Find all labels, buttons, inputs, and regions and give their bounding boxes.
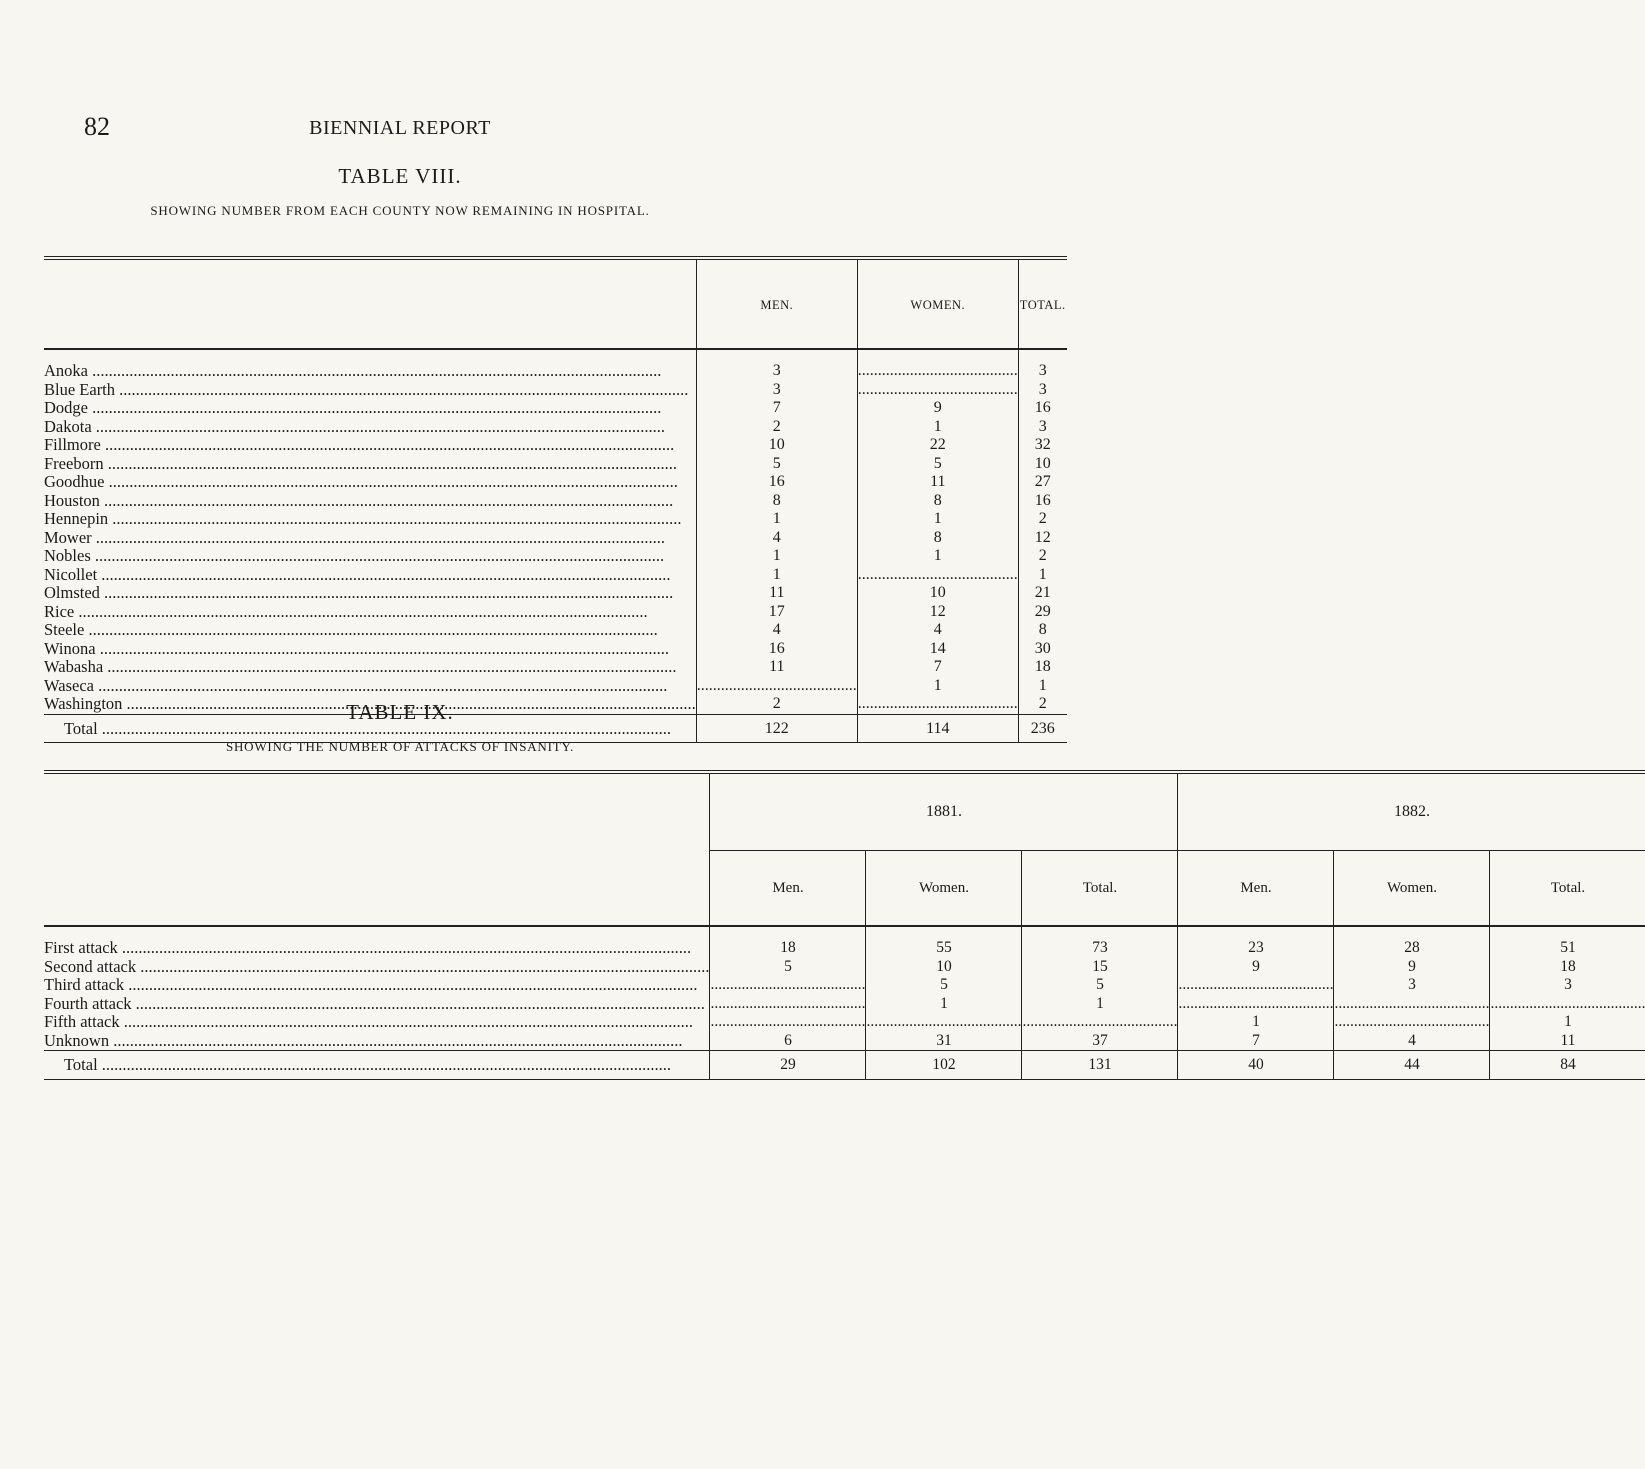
total-label: Total ..... — [64, 1056, 709, 1075]
cell-men — [696, 677, 857, 696]
table-row — [44, 529, 1067, 548]
cell-men: 2 — [696, 695, 857, 714]
cell-1881-total: 1 — [1022, 995, 1178, 1014]
cell-1882-women — [1334, 1013, 1490, 1032]
attack-label: Unknown ..... — [44, 1032, 709, 1051]
cell-1882-men — [1178, 995, 1334, 1014]
table-row — [44, 455, 1067, 474]
total-1882-women: 44 — [1334, 1051, 1490, 1080]
cell-total: 30 — [1018, 640, 1066, 659]
cell-total: 16 — [1018, 399, 1066, 418]
county-rows — [44, 349, 1067, 714]
total-label: Total ..... — [64, 720, 696, 739]
cell-women: 1 — [857, 418, 1018, 437]
cell-1881-women: 10 — [866, 958, 1022, 977]
col-men-header: MEN. — [696, 258, 857, 349]
total-1881-women: 102 — [866, 1051, 1022, 1080]
cell-1881-women: 55 — [866, 926, 1022, 958]
cell-total: 16 — [1018, 492, 1066, 511]
col-1881-total: Total. — [1022, 851, 1178, 927]
total-1881-total: 131 — [1022, 1051, 1178, 1080]
table-row — [44, 958, 1645, 977]
stub-header — [44, 258, 696, 349]
cell-total: 1 — [1018, 566, 1066, 585]
table-row — [44, 492, 1067, 511]
cell-total: 2 — [1018, 510, 1066, 529]
cell-total: 3 — [1018, 349, 1066, 381]
table-row — [44, 436, 1067, 455]
cell-1881-men — [710, 995, 866, 1014]
county-name: Fillmore ..... — [44, 436, 696, 455]
cell-men: 1 — [696, 510, 857, 529]
cell-1881-total: 5 — [1022, 976, 1178, 995]
table-row — [44, 640, 1067, 659]
total-1882-men: 40 — [1178, 1051, 1334, 1080]
col-1882-women: Women. — [1334, 851, 1490, 927]
cell-1882-total: 51 — [1490, 926, 1645, 958]
stub-header — [44, 772, 710, 926]
table-viii-title: TABLE VIII. — [338, 164, 462, 188]
cell-total: 2 — [1018, 547, 1066, 566]
cell-1881-women: 5 — [866, 976, 1022, 995]
attack-label: First attack ..... — [44, 939, 709, 958]
table-row — [44, 976, 1645, 995]
page-number: 82 — [84, 112, 110, 141]
cell-1882-men: 9 — [1178, 958, 1334, 977]
table-row — [44, 349, 1067, 381]
county-name: Rice ..... — [44, 603, 696, 622]
cell-women: 9 — [857, 399, 1018, 418]
cell-women: 10 — [857, 584, 1018, 603]
cell-1882-total — [1490, 995, 1645, 1014]
cell-1882-men: 23 — [1178, 926, 1334, 958]
cell-1881-women — [866, 1013, 1022, 1032]
cell-men: 5 — [696, 455, 857, 474]
cell-1882-total: 11 — [1490, 1032, 1645, 1051]
attack-label: Fifth attack ..... — [44, 1013, 709, 1032]
county-name: Nicollet ..... — [44, 566, 696, 585]
county-name: Blue Earth ..... — [44, 381, 696, 400]
county-name: Freeborn ..... — [44, 455, 696, 474]
cell-women: 14 — [857, 640, 1018, 659]
attack-label: Second attack ..... — [44, 958, 709, 977]
cell-women: 1 — [857, 510, 1018, 529]
cell-1881-total: 37 — [1022, 1032, 1178, 1051]
cell-1882-women: 4 — [1334, 1032, 1490, 1051]
cell-women: 4 — [857, 621, 1018, 640]
cell-men: 11 — [696, 658, 857, 677]
county-name: Houston ..... — [44, 492, 696, 511]
county-name: Hennepin ..... — [44, 510, 696, 529]
cell-1881-men: 18 — [710, 926, 866, 958]
attack-rows — [44, 926, 1645, 1051]
cell-1881-men — [710, 1013, 866, 1032]
year-1881-header: 1881. — [710, 772, 1178, 851]
cell-1881-total: 15 — [1022, 958, 1178, 977]
cell-women — [857, 566, 1018, 585]
cell-men: 3 — [696, 349, 857, 381]
cell-total: 12 — [1018, 529, 1066, 548]
county-name: Dakota ..... — [44, 418, 696, 437]
cell-1882-men: 1 — [1178, 1013, 1334, 1032]
cell-men: 1 — [696, 566, 857, 585]
cell-men: 2 — [696, 418, 857, 437]
table-viii-subtitle: SHOWING NUMBER FROM EACH COUNTY NOW REMAINING IN HOSPITAL. — [150, 203, 650, 218]
cell-total: 18 — [1018, 658, 1066, 677]
county-name: Waseca ..... — [44, 677, 696, 696]
cell-1881-total — [1022, 1013, 1178, 1032]
cell-total: 3 — [1018, 418, 1066, 437]
cell-men: 7 — [696, 399, 857, 418]
cell-total: 1 — [1018, 677, 1066, 696]
cell-total: 32 — [1018, 436, 1066, 455]
cell-women: 8 — [857, 492, 1018, 511]
table-row — [44, 473, 1067, 492]
cell-men: 8 — [696, 492, 857, 511]
cell-total: 10 — [1018, 455, 1066, 474]
table-row — [44, 926, 1645, 958]
table-row — [44, 1013, 1645, 1032]
cell-men: 3 — [696, 381, 857, 400]
cell-1882-women: 3 — [1334, 976, 1490, 995]
cell-men: 17 — [696, 603, 857, 622]
attack-label: Fourth attack ..... — [44, 995, 709, 1014]
cell-1881-men: 6 — [710, 1032, 866, 1051]
attack-label: Third attack ..... — [44, 976, 709, 995]
county-name: Mower ..... — [44, 529, 696, 548]
table-row — [44, 547, 1067, 566]
county-name: Goodhue ..... — [44, 473, 696, 492]
county-name: Winona ..... — [44, 640, 696, 659]
table-ix-title: TABLE IX. — [346, 700, 454, 724]
cell-1881-women: 31 — [866, 1032, 1022, 1051]
cell-women: 11 — [857, 473, 1018, 492]
cell-men: 1 — [696, 547, 857, 566]
cell-women: 12 — [857, 603, 1018, 622]
cell-1882-men: 7 — [1178, 1032, 1334, 1051]
running-head: BIENNIAL REPORT — [309, 117, 491, 139]
cell-1881-total: 73 — [1022, 926, 1178, 958]
year-1882-header: 1882. — [1178, 772, 1645, 851]
attacks-table — [44, 770, 1645, 1080]
total-total: 236 — [1018, 714, 1066, 743]
county-name: Wabasha ..... — [44, 658, 696, 677]
table-row — [44, 658, 1067, 677]
col-1882-men: Men. — [1178, 851, 1334, 927]
cell-men: 10 — [696, 436, 857, 455]
county-name: Dodge ..... — [44, 399, 696, 418]
cell-women: 7 — [857, 658, 1018, 677]
cell-men: 16 — [696, 640, 857, 659]
cell-1882-women: 28 — [1334, 926, 1490, 958]
cell-men: 11 — [696, 584, 857, 603]
cell-women: 22 — [857, 436, 1018, 455]
cell-1882-women — [1334, 995, 1490, 1014]
county-name: Nobles ..... — [44, 547, 696, 566]
cell-1882-total: 3 — [1490, 976, 1645, 995]
col-1882-total: Total. — [1490, 851, 1645, 927]
cell-women: 1 — [857, 677, 1018, 696]
table-row — [44, 621, 1067, 640]
county-name: Washington ..... — [44, 695, 696, 714]
county-name: Olmsted ..... — [44, 584, 696, 603]
table-row — [44, 381, 1067, 400]
cell-men: 4 — [696, 621, 857, 640]
cell-total: 3 — [1018, 381, 1066, 400]
cell-1882-women: 9 — [1334, 958, 1490, 977]
table-row — [44, 418, 1067, 437]
cell-1882-total: 18 — [1490, 958, 1645, 977]
cell-total: 27 — [1018, 473, 1066, 492]
table-row-total — [44, 1051, 1645, 1080]
table-row — [44, 510, 1067, 529]
cell-1881-women: 1 — [866, 995, 1022, 1014]
cell-1881-men — [710, 976, 866, 995]
cell-1882-men — [1178, 976, 1334, 995]
cell-1881-men: 5 — [710, 958, 866, 977]
table-row — [44, 603, 1067, 622]
table-row — [44, 584, 1067, 603]
col-women-header: WOMEN. — [857, 258, 1018, 349]
table-row — [44, 399, 1067, 418]
total-1882-total: 84 — [1490, 1051, 1645, 1080]
county-name: Steele ..... — [44, 621, 696, 640]
total-men: 122 — [696, 714, 857, 743]
table-row — [44, 995, 1645, 1014]
col-total-header: TOTAL. — [1018, 258, 1066, 349]
county-table — [44, 256, 1067, 743]
cell-men: 16 — [696, 473, 857, 492]
total-women: 114 — [857, 714, 1018, 743]
col-1881-women: Women. — [866, 851, 1022, 927]
cell-total: 8 — [1018, 621, 1066, 640]
cell-women: 1 — [857, 547, 1018, 566]
cell-total: 2 — [1018, 695, 1066, 714]
cell-women: 8 — [857, 529, 1018, 548]
cell-1882-total: 1 — [1490, 1013, 1645, 1032]
col-1881-men: Men. — [710, 851, 866, 927]
total-1881-men: 29 — [710, 1051, 866, 1080]
cell-women — [857, 381, 1018, 400]
table-row — [44, 1032, 1645, 1051]
cell-total: 21 — [1018, 584, 1066, 603]
table-ix-subtitle: SHOWING THE NUMBER OF ATTACKS OF INSANITY. — [225, 739, 575, 754]
cell-total: 29 — [1018, 603, 1066, 622]
cell-women — [857, 349, 1018, 381]
cell-women — [857, 695, 1018, 714]
table-row — [44, 677, 1067, 696]
cell-men: 4 — [696, 529, 857, 548]
cell-women: 5 — [857, 455, 1018, 474]
county-name: Anoka ..... — [44, 362, 696, 381]
table-row — [44, 566, 1067, 585]
